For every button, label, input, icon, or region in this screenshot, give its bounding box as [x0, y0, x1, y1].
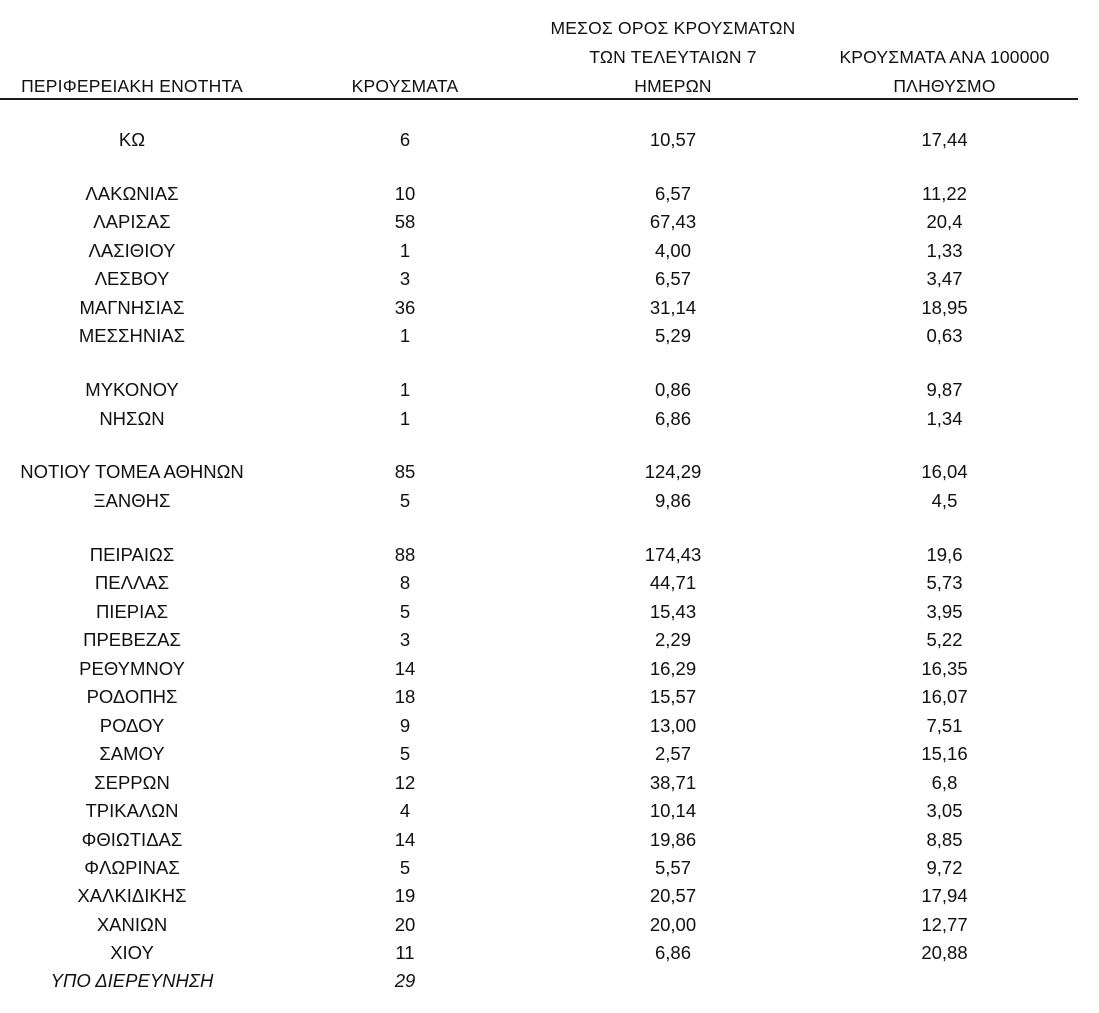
table-row [0, 826, 1099, 854]
cell-cases: 20 [394, 914, 416, 935]
cell-per100k: 11,22 [922, 183, 967, 204]
cell-per100k: 9,72 [926, 857, 963, 878]
cell-region: ΠΙΕΡΙΑΣ [95, 601, 169, 622]
cell-per100k: 9,87 [926, 379, 963, 400]
cell-cases: 14 [394, 829, 416, 850]
cell-region: ΧΑΛΚΙΔΙΚΗΣ [77, 885, 187, 906]
cell-cases: 1 [399, 408, 411, 429]
cell-per100k: 3,47 [926, 268, 963, 289]
cell-avg7: 13,00 [649, 715, 697, 736]
cell-cases: 3 [399, 629, 411, 650]
cell-cases: 18 [394, 686, 416, 707]
cell-cases: 5 [399, 490, 411, 511]
cell-per100k: 15,16 [921, 743, 968, 764]
table-row [0, 712, 1099, 740]
cell-avg7: 6,57 [654, 183, 691, 204]
cell-cases: 14 [394, 658, 416, 679]
table-row [0, 911, 1099, 939]
cell-region: ΝΟΤΙΟΥ ΤΟΜΕΑ ΑΘΗΝΩΝ [20, 461, 244, 482]
table-row [0, 655, 1099, 683]
table-row [0, 458, 1099, 486]
cell-per100k: 20,4 [926, 211, 963, 232]
header-rule [0, 98, 1078, 100]
table-row [0, 126, 1099, 154]
cell-cases: 58 [394, 211, 416, 232]
cell-per100k: 16,35 [921, 658, 968, 679]
table-row [0, 376, 1099, 404]
cell-region: ΠΡΕΒΕΖΑΣ [83, 629, 181, 650]
cell-avg7: 6,86 [654, 408, 691, 429]
header-cases [325, 72, 485, 101]
cell-region: ΣΑΜΟΥ [99, 743, 165, 764]
table-row [0, 541, 1099, 569]
table-row [0, 405, 1099, 433]
cell-cases: 4 [399, 800, 411, 821]
header-per100k-line: ΚΡΟΥΣΜΑΤΑ ΑΝΑ 100000 [839, 47, 1050, 67]
table-row [0, 265, 1099, 293]
cell-per100k: 6,8 [931, 772, 958, 793]
cell-cases: 1 [399, 325, 411, 346]
cell-per100k: 3,95 [926, 601, 963, 622]
cell-avg7: 174,43 [644, 544, 702, 565]
table-row [0, 769, 1099, 797]
cell-per100k: 7,51 [926, 715, 963, 736]
cell-per100k: 3,05 [926, 800, 963, 821]
cell-cases: 6 [399, 129, 411, 150]
cell-cases: 12 [394, 772, 416, 793]
table-row [0, 882, 1099, 910]
cell-region: ΤΡΙΚΑΛΩΝ [85, 800, 179, 821]
table-row [0, 626, 1099, 654]
header-avg7-line: ΜΕΣΟΣ ΟΡΟΣ ΚΡΟΥΣΜΑΤΩΝ [550, 18, 796, 38]
cell-per100k: 20,88 [921, 942, 968, 963]
cell-cases: 3 [399, 268, 411, 289]
cell-avg7: 2,57 [654, 743, 691, 764]
cell-cases: 11 [395, 942, 415, 963]
table-row [0, 598, 1099, 626]
cell-cases: 36 [394, 297, 416, 318]
cell-per100k: 16,04 [921, 461, 968, 482]
cell-region: ΜΕΣΣΗΝΙΑΣ [78, 325, 186, 346]
cell-per100k: 1,34 [926, 408, 963, 429]
cell-region: ΛΑΚΩΝΙΑΣ [85, 183, 179, 204]
cell-cases: 5 [399, 601, 411, 622]
header-region [0, 72, 264, 101]
cell-cases: 29 [394, 970, 416, 991]
cell-avg7: 20,57 [649, 885, 697, 906]
cell-region: ΛΑΣΙΘΙΟΥ [88, 240, 176, 261]
cell-avg7: 10,57 [649, 129, 697, 150]
cell-region: ΡΟΔΟΥ [99, 715, 165, 736]
table-row [0, 487, 1099, 515]
table-row [0, 854, 1099, 882]
table-row [0, 237, 1099, 265]
cell-region: ΜΑΓΝΗΣΙΑΣ [79, 297, 185, 318]
table-row [0, 569, 1099, 597]
cell-avg7: 20,00 [649, 914, 697, 935]
cell-region: ΡΕΘΥΜΝΟΥ [79, 658, 185, 679]
cell-avg7: 44,71 [649, 572, 697, 593]
cell-cases: 1 [399, 379, 411, 400]
cell-per100k: 4,5 [931, 490, 958, 511]
cell-cases: 9 [399, 715, 411, 736]
cell-avg7: 9,86 [654, 490, 691, 511]
cell-region: ΜΥΚΟΝΟΥ [85, 379, 179, 400]
cell-avg7: 19,86 [649, 829, 697, 850]
cell-avg7: 6,86 [654, 942, 691, 963]
cell-region: ΡΟΔΟΠΗΣ [86, 686, 178, 707]
cell-avg7: 2,29 [654, 629, 691, 650]
table-row [0, 939, 1099, 967]
cell-per100k: 16,07 [921, 686, 968, 707]
cell-region: ΠΕΙΡΑΙΩΣ [89, 544, 175, 565]
cell-per100k: 5,73 [926, 572, 963, 593]
cell-per100k: 17,94 [921, 885, 968, 906]
cell-per100k: 17,44 [921, 129, 968, 150]
cell-region: ΛΕΣΒΟΥ [94, 268, 170, 289]
cell-avg7: 31,14 [649, 297, 697, 318]
cell-per100k: 19,6 [926, 544, 963, 565]
cell-region: ΝΗΣΩΝ [99, 408, 165, 429]
cell-region: ΦΘΙΩΤΙΔΑΣ [81, 829, 183, 850]
table-row [0, 322, 1099, 350]
table-row [0, 740, 1099, 768]
cell-cases: 85 [394, 461, 416, 482]
cell-avg7: 124,29 [644, 461, 702, 482]
header-avg7 [513, 14, 833, 101]
cell-avg7: 10,14 [649, 800, 697, 821]
table-row [0, 180, 1099, 208]
cell-region: ΚΩ [118, 129, 146, 150]
cell-cases: 1 [399, 240, 411, 261]
cell-avg7: 16,29 [649, 658, 697, 679]
cell-avg7: 15,57 [649, 686, 697, 707]
cell-region: ΛΑΡΙΣΑΣ [93, 211, 171, 232]
cell-avg7: 6,57 [654, 268, 691, 289]
cell-cases: 19 [394, 885, 416, 906]
cell-region: ΞΑΝΘΗΣ [93, 490, 171, 511]
table-row [0, 208, 1099, 236]
cell-cases: 5 [399, 743, 411, 764]
cell-per100k: 8,85 [926, 829, 963, 850]
cell-avg7: 5,29 [654, 325, 691, 346]
table-row [0, 294, 1099, 322]
cell-cases: 8 [399, 572, 411, 593]
cell-per100k: 18,95 [921, 297, 968, 318]
cell-per100k: 0,63 [926, 325, 963, 346]
header-per100k [802, 43, 1087, 101]
table-row [0, 797, 1099, 825]
cell-region: ΦΛΩΡΙΝΑΣ [84, 857, 180, 878]
header-per100k-line: ΠΛΗΘΥΣΜΟ [893, 76, 996, 96]
cell-per100k: 5,22 [926, 629, 963, 650]
cell-avg7: 67,43 [649, 211, 697, 232]
cell-avg7: 15,43 [649, 601, 697, 622]
cell-per100k: 1,33 [926, 240, 963, 261]
header-avg7-line: ΗΜΕΡΩΝ [634, 76, 712, 96]
cell-cases: 88 [394, 544, 416, 565]
cell-region: ΠΕΛΛΑΣ [94, 572, 170, 593]
header-avg7-line: ΤΩΝ ΤΕΛΕΥΤΑΙΩΝ 7 [589, 47, 757, 67]
table-row [0, 683, 1099, 711]
cell-region: ΣΕΡΡΩΝ [94, 772, 170, 793]
table-row-under-investigation [0, 967, 1099, 995]
cell-region: ΧΙΟΥ [110, 942, 154, 963]
cell-avg7: 38,71 [649, 772, 697, 793]
cell-per100k: 12,77 [921, 914, 968, 935]
cell-avg7: 0,86 [654, 379, 691, 400]
header-cases-line: ΚΡΟΥΣΜΑΤΑ [351, 76, 459, 96]
cell-cases: 10 [394, 183, 416, 204]
cell-cases: 5 [399, 857, 411, 878]
cell-avg7: 4,00 [654, 240, 691, 261]
cell-region: ΥΠΟ ΔΙΕΡΕΥΝΗΣΗ [50, 970, 214, 991]
cell-avg7: 5,57 [654, 857, 691, 878]
cell-region: ΧΑΝΙΩΝ [96, 914, 168, 935]
header-region-line: ΠΕΡΙΦΕΡΕΙΑΚΗ ΕΝΟΤΗΤΑ [21, 76, 243, 96]
